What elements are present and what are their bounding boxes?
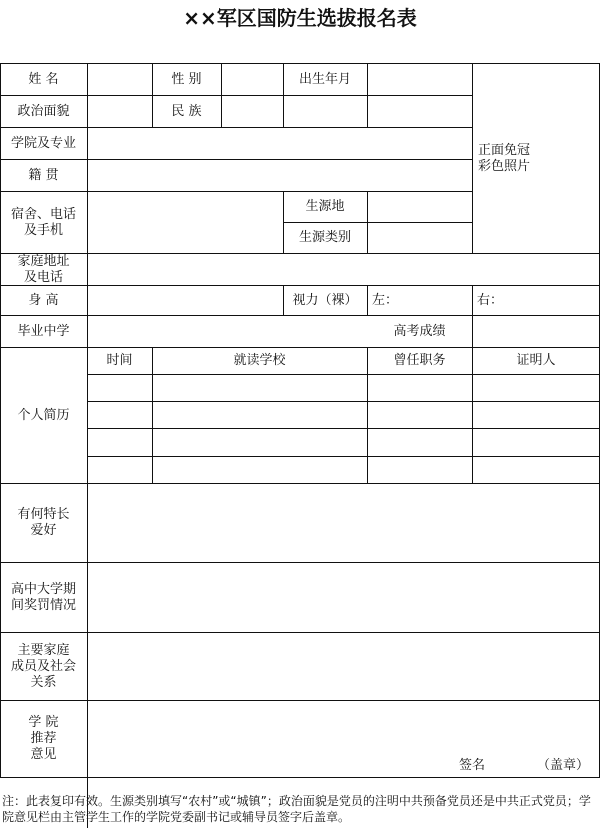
extra-field[interactable] bbox=[368, 96, 472, 127]
vision-label: 视力（裸） bbox=[292, 292, 358, 308]
birth-label: 出生年月 bbox=[298, 71, 351, 87]
row-line bbox=[87, 401, 600, 402]
height-field[interactable] bbox=[88, 286, 283, 315]
awards-label: 高中大学期 间奖罚情况 bbox=[10, 581, 76, 613]
awards-field[interactable] bbox=[88, 563, 599, 632]
specialty-label: 有何特长 爱好 bbox=[17, 507, 70, 538]
left-eye-label: 左： bbox=[372, 292, 399, 308]
resume-witness-header: 证明人 bbox=[516, 353, 556, 368]
ethnicity-field[interactable] bbox=[222, 96, 283, 127]
exam-score-label: 高考成绩 bbox=[393, 323, 446, 339]
resume-school-header: 就读学校 bbox=[233, 353, 286, 368]
family-label: 主要家庭 成员及社会 关系 bbox=[10, 642, 76, 690]
dorm-phone-field[interactable] bbox=[88, 192, 283, 253]
origin-type-field[interactable] bbox=[368, 223, 472, 253]
dorm-phone-label: 宿舍、电话 及手机 bbox=[10, 206, 76, 238]
origin-place-label: 生源地 bbox=[305, 199, 345, 214]
high-school-field[interactable] bbox=[88, 316, 367, 347]
form-title: ××军区国防生选拔报名表 bbox=[183, 6, 417, 30]
ethnicity-label: 民 族 bbox=[171, 103, 202, 119]
home-address-label: 家庭地址 及电话 bbox=[17, 253, 70, 285]
college-major-label: 学院及专业 bbox=[10, 135, 76, 151]
name-field[interactable] bbox=[88, 64, 152, 95]
seal-label: （盖章） bbox=[536, 758, 589, 773]
high-school-label: 毕业中学 bbox=[17, 323, 70, 339]
resume-position-header: 曾任职务 bbox=[393, 353, 446, 368]
resume-label: 个人简历 bbox=[17, 407, 70, 423]
signature-label: 签名 bbox=[458, 758, 485, 773]
native-place-field[interactable] bbox=[88, 160, 472, 191]
height-label: 身 高 bbox=[28, 292, 59, 308]
native-place-label: 籍 贯 bbox=[28, 167, 59, 183]
gender-field[interactable] bbox=[222, 64, 283, 95]
family-field[interactable] bbox=[88, 633, 599, 700]
specialty-field[interactable] bbox=[88, 484, 599, 562]
table-bottom-border bbox=[0, 777, 600, 778]
home-address-field[interactable] bbox=[88, 254, 599, 285]
birth-field[interactable] bbox=[368, 64, 472, 95]
origin-type-label: 生源类别 bbox=[298, 230, 351, 245]
origin-place-field[interactable] bbox=[368, 192, 472, 222]
politics-field[interactable] bbox=[88, 96, 152, 127]
row-line bbox=[87, 428, 600, 429]
name-label: 姓 名 bbox=[28, 71, 59, 87]
gender-label: 性 别 bbox=[171, 71, 202, 87]
right-eye-label: 右： bbox=[477, 292, 504, 308]
row-line bbox=[87, 456, 600, 457]
politics-label: 政治面貌 bbox=[17, 103, 70, 119]
footnote: 注：此表复印有效。生源类别填写“农村”或“城镇”；政治面貌是党员的注明中共预备党员还是中共正式党员；学院意见栏由主管学生工作的学院党委副书记或辅导员签字后盖章。 bbox=[2, 794, 591, 824]
college-major-field[interactable] bbox=[88, 128, 472, 159]
college-opinion-label: 学 院 推荐 意见 bbox=[28, 715, 59, 762]
resume-time-header: 时间 bbox=[106, 353, 133, 368]
row-line bbox=[87, 374, 600, 375]
photo-area: 正面免冠 彩色照片 bbox=[478, 142, 531, 174]
exam-score-field[interactable] bbox=[473, 316, 599, 347]
college-opinion-field[interactable] bbox=[88, 701, 599, 756]
